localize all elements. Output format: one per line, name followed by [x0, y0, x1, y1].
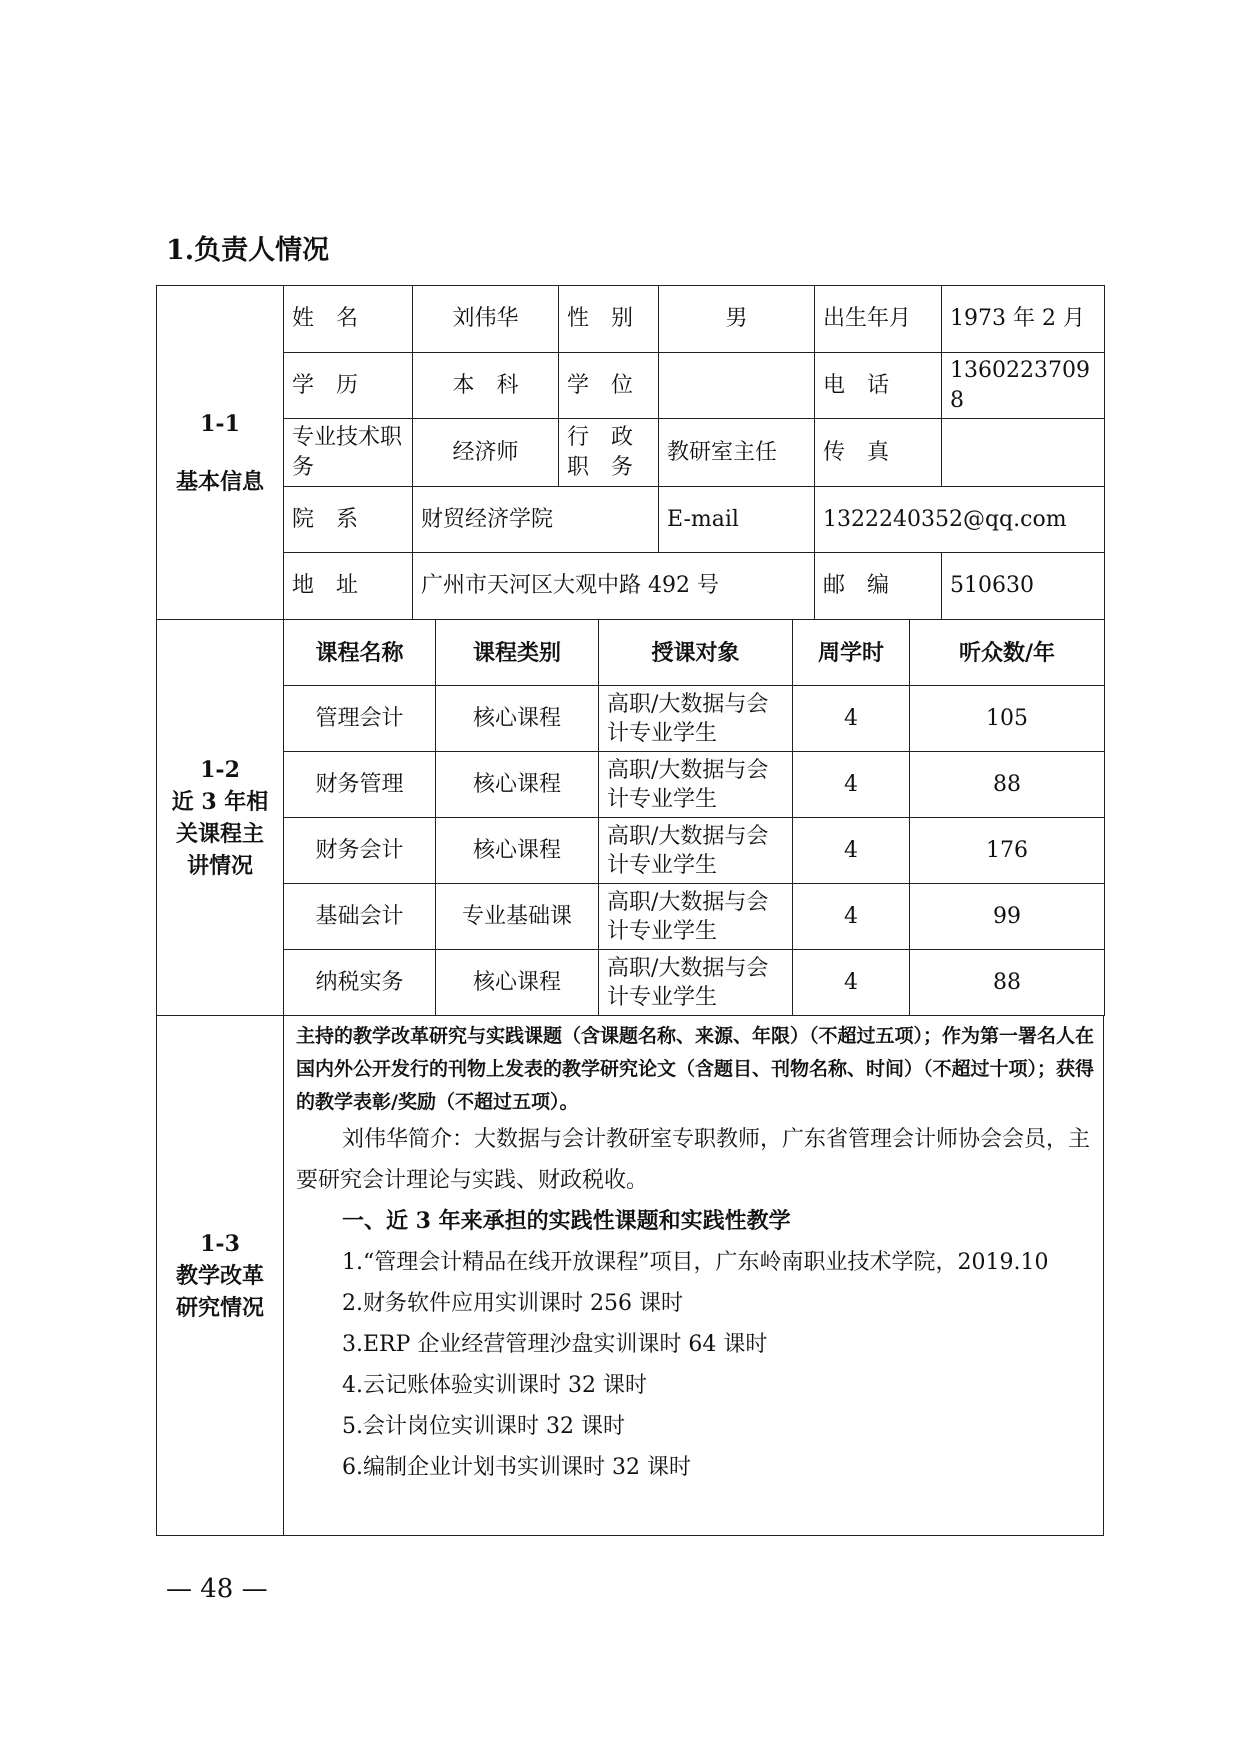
course-name: 管理会计	[284, 686, 436, 752]
weekly-hours: 4	[793, 818, 910, 884]
audience: 高职/大数据与会计专业学生	[599, 950, 793, 1016]
audience: 高职/大数据与会计专业学生	[599, 884, 793, 950]
header-audience: 授课对象	[599, 620, 793, 686]
value-address: 广州市天河区大观中路 492 号	[413, 553, 815, 620]
value-name: 刘伟华	[413, 286, 559, 353]
value-department: 财贸经济学院	[413, 487, 659, 553]
course-type: 专业基础课	[436, 884, 599, 950]
intro-paragraph: 刘伟华简介：大数据与会计教研室专职教师，广东省管理会计师协会会员，主要研究会计理论与实践、财政税收。	[296, 1127, 1091, 1193]
table-row	[157, 884, 1105, 950]
course-name: 纳税实务	[284, 950, 436, 1016]
label-title: 专业技术职务	[284, 419, 413, 487]
table-row	[157, 818, 1105, 884]
label-phone: 电 话	[815, 353, 942, 419]
section-label-1-3: 1-3 教学改革研究情况	[157, 1016, 284, 1536]
value-gender: 男	[659, 286, 815, 353]
header-weekly-hours: 周学时	[793, 620, 910, 686]
label-degree: 学 位	[559, 353, 659, 419]
label-fax: 传 真	[815, 419, 942, 487]
reform-content	[284, 1016, 1104, 1536]
value-degree	[659, 353, 815, 419]
course-name: 财务管理	[284, 752, 436, 818]
value-fax	[942, 419, 1105, 487]
listeners: 88	[910, 950, 1105, 1016]
course-name: 财务会计	[284, 818, 436, 884]
table-row	[157, 752, 1105, 818]
weekly-hours: 4	[793, 950, 910, 1016]
listeners: 99	[910, 884, 1105, 950]
list-item: 2.财务软件应用实训课时 256 课时	[342, 1291, 683, 1316]
value-position: 教研室主任	[659, 419, 815, 487]
label-department: 院 系	[284, 487, 413, 553]
label-education: 学 历	[284, 353, 413, 419]
page-number: — 48 —	[166, 1574, 268, 1604]
course-type: 核心课程	[436, 950, 599, 1016]
item-list	[296, 1242, 1099, 1488]
course-name: 基础会计	[284, 884, 436, 950]
value-education: 本 科	[413, 353, 559, 419]
value-postcode: 510630	[942, 553, 1105, 620]
table-row	[157, 950, 1105, 1016]
listeners: 88	[910, 752, 1105, 818]
list-item: 5.会计岗位实训课时 32 课时	[342, 1414, 625, 1439]
course-type: 核心课程	[436, 752, 599, 818]
label-birth: 出生年月	[815, 286, 942, 353]
courses-table	[156, 619, 1105, 1016]
label-address: 地 址	[284, 553, 413, 620]
course-type: 核心课程	[436, 686, 599, 752]
list-item: 1.“管理会计精品在线开放课程”项目，广东岭南职业技术学院，2019.10	[342, 1250, 1049, 1275]
weekly-hours: 4	[793, 752, 910, 818]
table-row	[157, 686, 1105, 752]
value-phone: 13602237098	[942, 353, 1105, 419]
basic-info-table	[156, 285, 1105, 620]
subheading: 一、近 3 年来承担的实践性课题和实践性教学	[342, 1208, 791, 1234]
header-listeners: 听众数/年	[910, 620, 1105, 686]
value-title: 经济师	[413, 419, 559, 487]
value-email: 1322240352@qq.com	[815, 487, 1105, 553]
audience: 高职/大数据与会计专业学生	[599, 686, 793, 752]
label-postcode: 邮 编	[815, 553, 942, 620]
requirement-text: 主持的教学改革研究与实践课题（含课题名称、来源、年限）（不超过五项）；作为第一署名人在国内外公开发行的刊物上发表的教学研究论文（含题目、刊物名称、时间）（不超过十项）；获得的教学表彰/奖励（不超过五项）。	[296, 1025, 1095, 1113]
audience: 高职/大数据与会计专业学生	[599, 752, 793, 818]
listeners: 176	[910, 818, 1105, 884]
list-item: 6.编制企业计划书实训课时 32 课时	[342, 1455, 691, 1480]
weekly-hours: 4	[793, 884, 910, 950]
form-body	[156, 285, 1104, 1646]
audience: 高职/大数据与会计专业学生	[599, 818, 793, 884]
weekly-hours: 4	[793, 686, 910, 752]
section-title: 1.负责人情况	[166, 235, 330, 266]
header-course-type: 课程类别	[436, 620, 599, 686]
list-item: 3.ERP 企业经营管理沙盘实训课时 64 课时	[342, 1332, 768, 1357]
section-label-1-1: 1-1 基本信息	[157, 286, 284, 620]
teaching-reform-table	[156, 1015, 1104, 1536]
section-label-1-2: 1-2 近 3 年相关课程主讲情况	[157, 620, 284, 1016]
header-course-name: 课程名称	[284, 620, 436, 686]
course-type: 核心课程	[436, 818, 599, 884]
label-position: 行 政 职 务	[559, 419, 659, 487]
label-email: E-mail	[659, 487, 815, 553]
label-name: 姓 名	[284, 286, 413, 353]
label-gender: 性 别	[559, 286, 659, 353]
listeners: 105	[910, 686, 1105, 752]
value-birth: 1973 年 2 月	[942, 286, 1105, 353]
list-item: 4.云记账体验实训课时 32 课时	[342, 1373, 647, 1398]
